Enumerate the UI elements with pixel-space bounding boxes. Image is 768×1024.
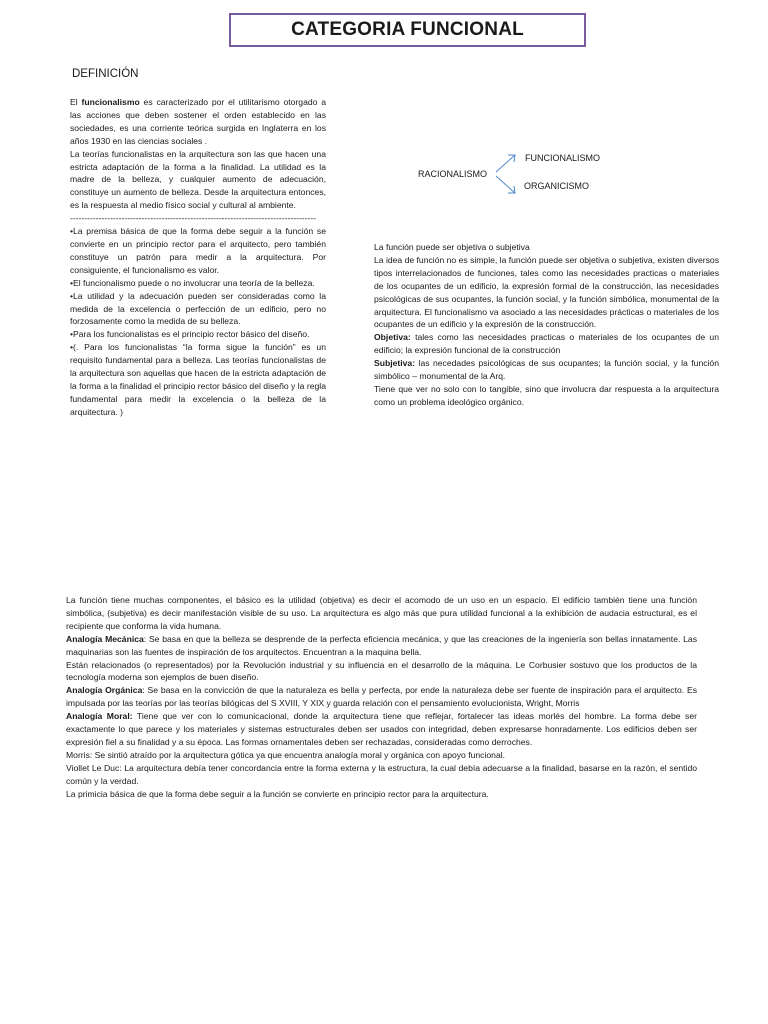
- function-types-column: [374, 241, 719, 409]
- analogies-closing: La primicia básica de que la forma debe seguir a la función se convierte en principio rector para la arquitectura.: [66, 788, 489, 799]
- bullet-item: •Para los funcionalistas es el principio rector básico del diseño.: [70, 329, 310, 340]
- funcionalismo-intro: [70, 96, 326, 148]
- funcionalismo-term: funcionalismo: [81, 97, 140, 107]
- moral-item: [66, 710, 697, 749]
- function-types-body: La idea de función no es simple, la función puede ser objetiva o subjetiva, existen diversos tipos interrelacionados de funciones, tales como las necesidades practicas o materiales de los ocupantes de un edificio, la expresión formal de la construcción, las necesidades psicológicas de sus ocupantes, la función social, y la función simbólica, monumental de la arquitectura. El funcionalismo va asociado a las necesidades prácticas o materiales de los ocupantes de un edificio y la expresión de la construcción.: [374, 254, 719, 330]
- intro-rest: es caracterizado por el utilitarismo otorgado a las acciones que deben sostener el orden establecido en las sociedades, es una corriente teórica surgida en Inglaterra en los años 1930 en las ciencias sociales .: [70, 97, 327, 146]
- subjetiva-item: [374, 357, 719, 383]
- organicismo-label: ORGANICISMO: [524, 181, 590, 191]
- analogies-section: [66, 594, 697, 801]
- funcionalismo-label: FUNCIONALISMO: [525, 153, 601, 163]
- mecanica-text: : Se basa en que la belleza se desprende de la perfecta eficiencia mecánica, y que las creaciones de la ingeniería son bellas innatamente. Las maquinarias son las fuentes de inspiración de los arquitectos. Encuentran a la maquina bella.: [66, 633, 698, 657]
- arrow-to-organicismo: [496, 176, 515, 193]
- subjetiva-label: Subjetiva:: [374, 358, 416, 369]
- subjetiva-text: las necedades psicológicas de sus ocupantes; la función social, y la función simbólico – monumental de la Arq.: [374, 358, 719, 382]
- organica-text: : Se basa en la convicción de que la naturaleza es bella y perfecta, por ende la naturaleza debe ser fuente de inspiración para el arquitecto. Es impulsada por las teorías por las teorías bilógicas del S XVIII, Y XIX y guarda relación con el pensamiento evolucionista, Wright, Morris: [66, 685, 697, 709]
- relacionados-paragraph: Están relacionados (o representados) por la Revolución industrial y su influencia en el desarrollo de la máquina. Le Corbusier sostuvo que los productos de la tecnología moderna son ejemplos de buen diseño.: [66, 659, 697, 683]
- separator-line: --------------------------------------------------------------------------------------: [70, 213, 317, 224]
- racionalismo-label: RACIONALISMO: [418, 169, 488, 179]
- moral-label: Analogía Moral:: [66, 711, 133, 722]
- mecanica-label: Analogía Mecánica: [66, 633, 144, 644]
- branch-arrows: [496, 155, 515, 193]
- organica-label: Analogía Orgánica: [66, 685, 143, 696]
- bullet-item: •La utilidad y la adecuación pueden ser consideradas como la medida de la excelencia o perfección de un edificio, pero no forzosamente como la medida de su belleza.: [70, 290, 326, 327]
- mecanica-item: [66, 633, 697, 659]
- theory-paragraph: La teorías funcionalistas en la arquitectura son las que hacen una estricta adaptación de la forma a la finalidad. La utilidad es la madre de la belleza, y cualquier aumento de adecuación, constituye un aumento de belleza. Desde la arquitectura entonces, es la respuesta al medio físico social y cultural al ambiente.: [70, 148, 326, 211]
- bullet-item: •El funcionalismo puede o no involucrar una teoría de la belleza.: [70, 277, 315, 288]
- arrow-head-bottom: [508, 186, 515, 193]
- moral-text: Tiene que ver con lo comunicacional, donde la arquitectura tiene que reflejar, fortalecer las ideas morlés del hombre. La forma debe ser exactamente lo que parece y los materiales y sistemas estructurales deben ser usados con integridad, deben expresarse honradamente. Los edificios deben ser expresión fiel a su finalidad y a su época. Las formas ornamentales deben ser rechazadas, consideradas como derroches.: [66, 711, 697, 747]
- objetiva-label: Objetiva:: [374, 332, 411, 343]
- objetiva-text: tales como las necesidades practicas o materiales de los ocupantes de un edificio; la expresión funcional de la construcción: [374, 332, 719, 356]
- function-types-heading: La función puede ser objetiva o subjetiva: [374, 242, 530, 252]
- arrow-to-funcionalismo: [496, 155, 515, 172]
- objetiva-item: [374, 331, 719, 357]
- page-title: CATEGORIA FUNCIONAL: [229, 13, 586, 47]
- morris-paragraph: Morris: Se sintió atraído por la arquitectura gótica ya que encuentra analogía moral y orgánica con apoyo funcional.: [66, 749, 506, 760]
- definition-column: [70, 96, 326, 419]
- arrow-head-top: [508, 155, 515, 162]
- definition-heading: DEFINICIÓN: [72, 68, 139, 80]
- function-types-closing: Tiene que ver no solo con lo tangible, sino que involucra dar respuesta a la arquitectura como un problema ideológico orgánico.: [374, 383, 719, 407]
- bullet-item: •La premisa básica de que la forma debe seguir a la función se convierte en un principio rector para el arquitecto, pero también constituye un patrón para medir a la arquitectura. Por consiguiente, el funcionalismo es valor.: [70, 226, 326, 275]
- bullet-item: •(. Para los funcionalistas “la forma sigue la función” es un requisito fundamental para a belleza. Las teorías funcionalistas de la arquitectura son aquellas que hacen de la estricta adaptación de la forma a la finalidad el principio rector básico del diseño y la regla fundamental para medir la excelencia o la belleza de la arquitectura. ): [70, 342, 326, 417]
- viollet-paragraph: Viollet Le Duc: La arquitectura debía tener concordancia entre la forma externa y la estructura, la cual debía adecuarse a la finalidad, basarse en la razón, el sentido común y la verdad.: [66, 762, 697, 786]
- analogies-intro: La función tiene muchas componentes, el básico es la utilidad (objetiva) es decir el acomodo de un uso en un espacio. El edificio también tiene una función simbólica, (subjetiva) es decir manifestación visible de su uso. La arquitectura es algo más que pura utilidad funcional a la exhibición de audacia estructural, es el recipiente que conforma la vida humana.: [66, 595, 697, 631]
- intro-prefix: El: [70, 97, 82, 107]
- organica-item: [66, 684, 697, 710]
